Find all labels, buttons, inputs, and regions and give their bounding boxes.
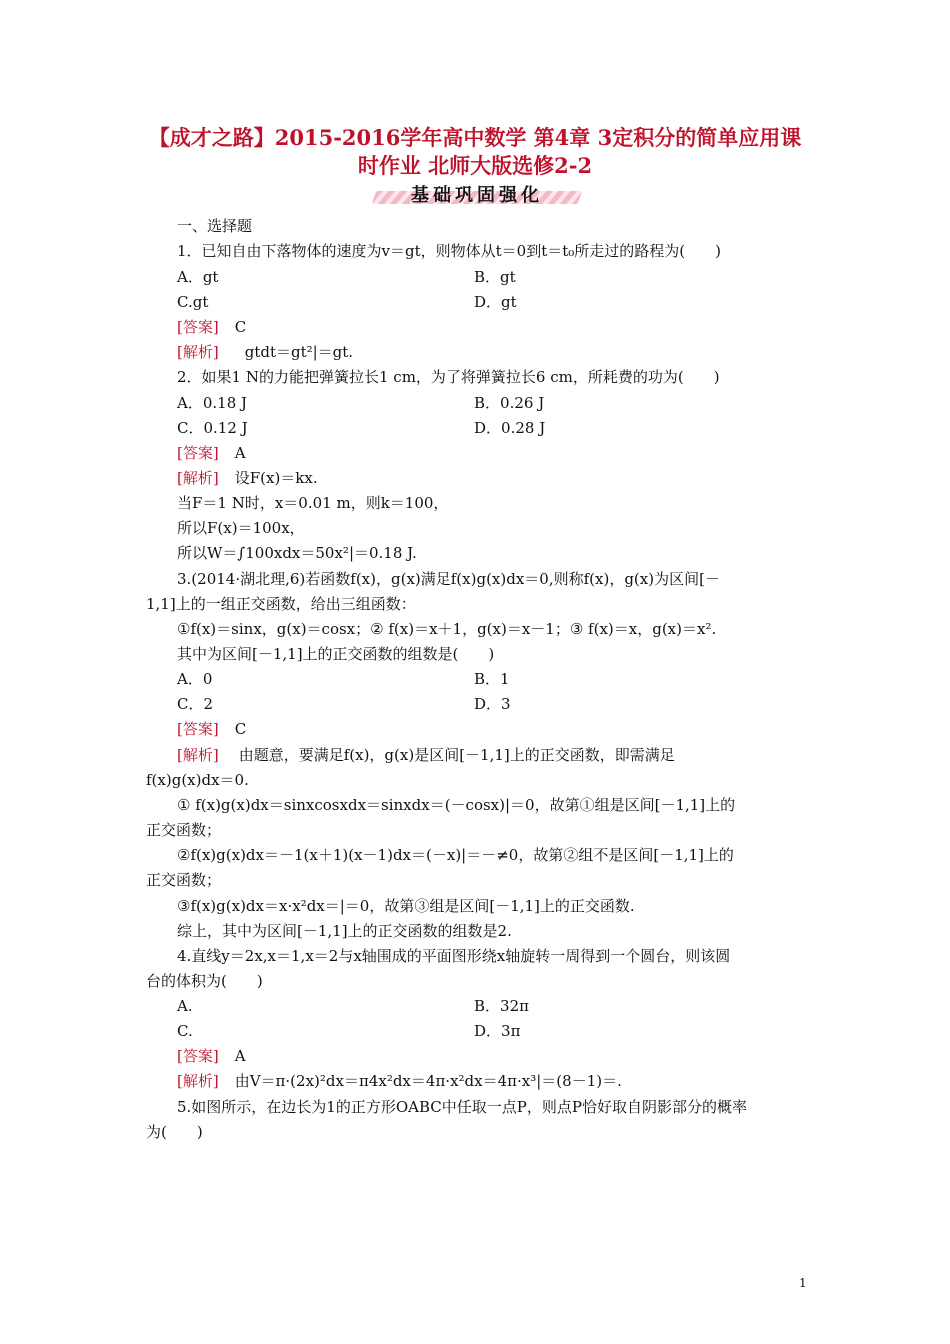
q4-answer [177, 1046, 246, 1066]
q1-option-c: C.gt [177, 293, 209, 311]
q3-explanation-line-5: 正交函数； [146, 871, 222, 889]
q4-explanation [177, 1071, 622, 1091]
answer-value: C [234, 720, 247, 738]
section-banner [360, 181, 594, 208]
section-heading: 一、选择题 [177, 217, 253, 235]
q3-explanation-line-1: f(x)g(x)dx＝0. [146, 771, 249, 789]
explanation-tag: [解析] [177, 1072, 219, 1090]
explanation-tag: [解析] [177, 469, 219, 487]
q4-option-d: D．3π [474, 1022, 521, 1040]
q2-explanation [177, 468, 318, 488]
q3-stem-line-3: ①f(x)＝sinx，g(x)＝cosx；② f(x)＝x＋1，g(x)＝x－1；③ f(x)＝x，g(x)＝x². [177, 620, 717, 638]
q1-option-a: A．gt [177, 268, 219, 286]
q2-explanation-line-2: 所以F(x)＝100x， [177, 519, 305, 537]
q3-explanation-line-6: ③f(x)g(x)dx＝x·x²dx＝|＝0，故第③组是区间[－1,1]上的正交函数. [177, 897, 635, 915]
q3-answer [177, 719, 246, 739]
q3-explanation-line-4: ②f(x)g(x)dx＝－1(x＋1)(x－1)dx＝(－x)|＝－≠0，故第②组不是区间[－1,1]上的 [177, 846, 734, 864]
explanation-text: 设F(x)＝kx. [234, 469, 318, 487]
q1-explanation [177, 342, 353, 362]
explanation-text: 由V＝π·(2x)²dx＝π4x²dx＝4π·x²dx＝4π·x³|＝(8－1)＝. [234, 1072, 622, 1090]
q3-stem-line-4: 其中为区间[－1,1]上的正交函数的组数是( ) [177, 645, 495, 663]
q1-answer [177, 317, 246, 337]
q3-option-d: D．3 [474, 695, 511, 713]
q2-option-c: C．0.12 J [177, 419, 248, 437]
q2-answer [177, 443, 246, 463]
explanation-tag: [解析] [177, 343, 219, 361]
explanation-text: gtdt＝gt²|＝gt. [244, 343, 354, 361]
answer-tag: [答案] [177, 318, 219, 336]
q4-option-c: C. [177, 1022, 193, 1040]
q5-stem-line-2: 为( ) [146, 1123, 203, 1141]
explanation-tag: [解析] [177, 746, 219, 764]
q2-option-d: D．0.28 J [474, 419, 546, 437]
answer-value: A [234, 1047, 246, 1065]
q2-stem: 2．如果1 N的力能把弹簧拉长1 cm，为了将弹簧拉长6 cm，所耗费的功为( ) [177, 368, 720, 386]
q1-option-b: B．gt [474, 268, 516, 286]
q3-option-b: B．1 [474, 670, 510, 688]
answer-value: C [234, 318, 247, 336]
q4-stem-line-2: 台的体积为( ) [146, 972, 263, 990]
answer-tag: [答案] [177, 444, 219, 462]
answer-value: A [234, 444, 246, 462]
q1-option-d: D．gt [474, 293, 517, 311]
explanation-text: 由题意，要满足f(x)，g(x)是区间[－1,1]上的正交函数，即需满足 [238, 746, 675, 764]
document-title-line-1: 【成才之路】2015-2016学年高中数学 第4章 3定积分的简单应用课 [148, 125, 802, 150]
q2-option-a: A．0.18 J [177, 394, 248, 412]
q1-stem: 1．已知自由下落物体的速度为v＝gt，则物体从t＝0到t＝t₀所走过的路程为( ) [177, 242, 721, 260]
q3-stem-line-2: 1,1]上的一组正交函数，给出三组函数： [146, 595, 416, 613]
q3-option-c: C．2 [177, 695, 214, 713]
document-title-line-2: 时作业 北师大版选修2-2 [357, 153, 593, 178]
q3-explanation-line-3: 正交函数； [146, 821, 222, 839]
q4-option-a: A. [177, 997, 193, 1015]
q3-explanation-line-2: ① f(x)g(x)dx＝sinxcosxdx＝sinxdx＝(－cosx)|＝0，故第①组是区间[－1,1]上的 [177, 796, 736, 814]
q4-option-b: B．32π [474, 997, 529, 1015]
q4-stem-line-1: 4.直线y＝2x,x＝1,x＝2与x轴围成的平面图形绕x轴旋转一周得到一个圆台，则该圆 [177, 947, 731, 965]
q3-explanation-line-7: 综上，其中为区间[－1,1]上的正交函数的组数是2. [177, 922, 512, 940]
answer-tag: [答案] [177, 1047, 219, 1065]
page-number: 1 [799, 1276, 807, 1290]
q2-explanation-line-1: 当F＝1 N时，x＝0.01 m，则k＝100， [177, 494, 449, 512]
q2-option-b: B．0.26 J [474, 394, 545, 412]
q2-explanation-line-3: 所以W＝∫100xdx＝50x²|＝0.18 J. [177, 544, 417, 562]
q5-stem-line-1: 5.如图所示，在边长为1的正方形OABC中任取一点P，则点P恰好取自阴影部分的概率 [177, 1098, 747, 1116]
q3-option-a: A．0 [177, 670, 213, 688]
banner-text: 基础巩固强化 [411, 185, 543, 206]
q3-explanation [177, 745, 675, 765]
answer-tag: [答案] [177, 720, 219, 738]
q3-stem-line-1: 3.(2014·湖北理,6)若函数f(x)，g(x)满足f(x)g(x)dx＝0,则称f(x)，g(x)为区间[－ [177, 570, 720, 588]
